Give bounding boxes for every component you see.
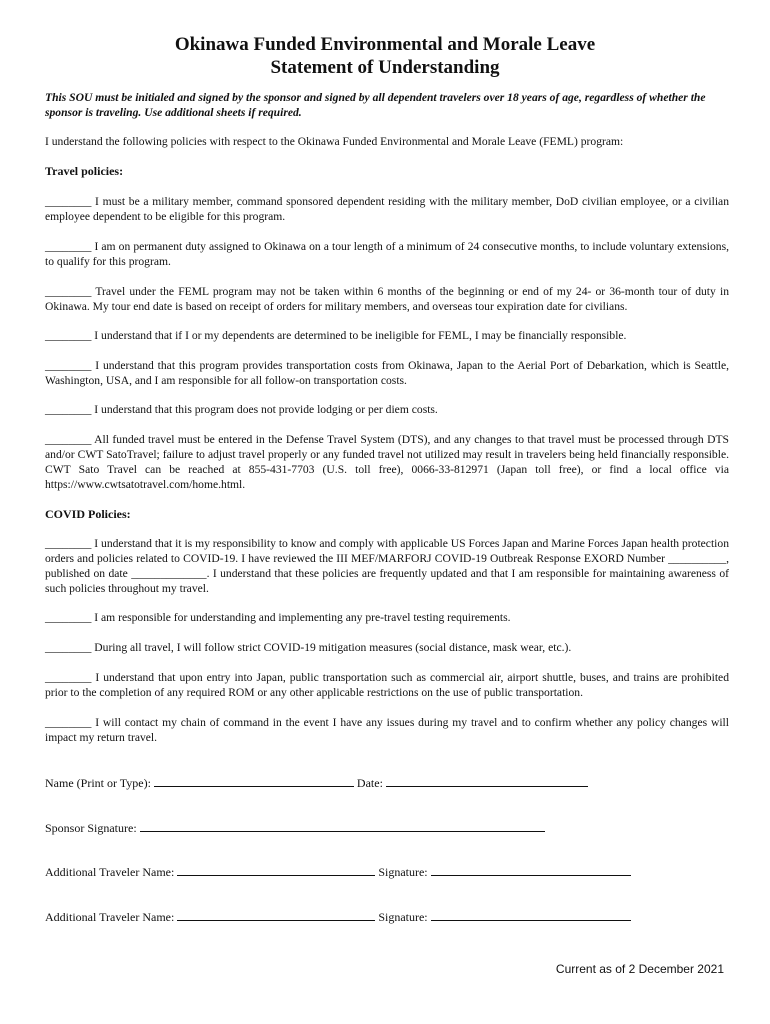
sponsor-signature-label: Sponsor Signature:	[45, 821, 137, 835]
signing-instruction: This SOU must be initialed and signed by the sponsor and signed by all dependent travelers over 18 years of age, regardless of whether the sponsor is traveling. Use additional sheets if required.	[45, 91, 706, 119]
traveler-signature-field[interactable]	[431, 908, 631, 921]
document-title: Okinawa Funded Environmental and Morale Leave	[174, 34, 596, 55]
traveler-signature-field[interactable]	[431, 863, 631, 876]
traveler-name-label: Additional Traveler Name:	[45, 865, 175, 879]
intro-statement: I understand the following policies with respect to the Okinawa Funded Environmental and Morale Leave (FEML) program:	[45, 135, 624, 148]
travel-policy-item[interactable]: ________ All funded travel must be entered in the Defense Travel System (DTS), and any changes to that travel must be processed through DTS and/or CWT SatoTravel; failure to adjust travel properly or any funded travel not utilized may result in travelers being held financially responsible. CWT Sato Travel can be reached at 855-431-7703 (U.S. toll free), 0066-33-812971 (Japan toll free), or find a local office via https://www.cwtsatotravel.com/home.html.	[45, 433, 729, 491]
covid-policies-heading: COVID Policies:	[45, 507, 131, 521]
document-subtitle: Statement of Understanding	[270, 57, 500, 78]
name-label: Name (Print or Type):	[45, 776, 151, 790]
traveler-name-field[interactable]	[177, 908, 375, 921]
sponsor-signature-row	[45, 819, 545, 836]
covid-policy-item[interactable]: ________ I understand that upon entry into Japan, public transportation such as commercial air, airport shuttle, buses, and trains are prohibited prior to the completion of any required ROM or any other applicable restrictions on the use of public transportation.	[45, 671, 729, 699]
sponsor-signature-field[interactable]	[140, 819, 545, 832]
travel-policy-item[interactable]: ________ Travel under the FEML program may not be taken within 6 months of the beginning or end of my 24- or 36-month tour of duty in Okinawa. My tour end date is based on receipt of orders for military members, and overseas tour expiration date for civilians.	[45, 285, 729, 313]
travel-policies-heading: Travel policies:	[45, 164, 124, 178]
travel-policy-item[interactable]: ________ I am on permanent duty assigned to Okinawa on a tour length of a minimum of 24 consecutive months, to include voluntary extensions, to qualify for this program.	[45, 240, 729, 268]
revision-date: Current as of 2 December 2021	[555, 962, 724, 976]
name-field[interactable]	[154, 774, 354, 787]
covid-policy-item[interactable]: ________ I understand that it is my responsibility to know and comply with applicable US Forces Japan and Marine Forces Japan health protection orders and policies related to COVID-19. I have reviewed the III MEF/MARFORJ COVID-19 Outbreak Response EXORD Number __________, published on date _____________. I understand that these policies are frequently updated and that I am responsible for maintaining awareness of such policies throughout my travel.	[45, 537, 729, 595]
traveler-row	[45, 863, 631, 880]
covid-policy-item[interactable]: ________ I am responsible for understanding and implementing any pre-travel testing requirements.	[45, 611, 511, 624]
traveler-name-label: Additional Traveler Name:	[45, 910, 175, 924]
travel-policy-item[interactable]: ________ I understand that this program provides transportation costs from Okinawa, Japan to the Aerial Port of Debarkation, which is Seattle, Washington, USA, and I am responsible for all follow-on transportation costs.	[45, 359, 729, 387]
traveler-signature-label: Signature:	[378, 865, 428, 879]
travel-policy-item[interactable]: ________ I must be a military member, command sponsored dependent residing with the military member, DoD civilian employee, or a civilian employee dependent to be eligible for this program.	[45, 195, 729, 223]
covid-policy-item[interactable]: ________ During all travel, I will follow strict COVID-19 mitigation measures (social distance, mask wear, etc.).	[45, 641, 572, 654]
covid-policy-item[interactable]: ________ I will contact my chain of command in the event I have any issues during my travel and to confirm whether any policy changes will impact my return travel.	[45, 716, 729, 744]
traveler-row	[45, 908, 631, 925]
date-field[interactable]	[386, 774, 588, 787]
date-label: Date:	[356, 776, 383, 790]
name-date-row	[45, 774, 588, 791]
traveler-signature-label: Signature:	[378, 910, 428, 924]
travel-policy-item[interactable]: ________ I understand that if I or my dependents are determined to be ineligible for FEML, I may be financially responsible.	[45, 329, 627, 342]
traveler-name-field[interactable]	[177, 863, 375, 876]
travel-policy-item[interactable]: ________ I understand that this program does not provide lodging or per diem costs.	[45, 403, 438, 416]
